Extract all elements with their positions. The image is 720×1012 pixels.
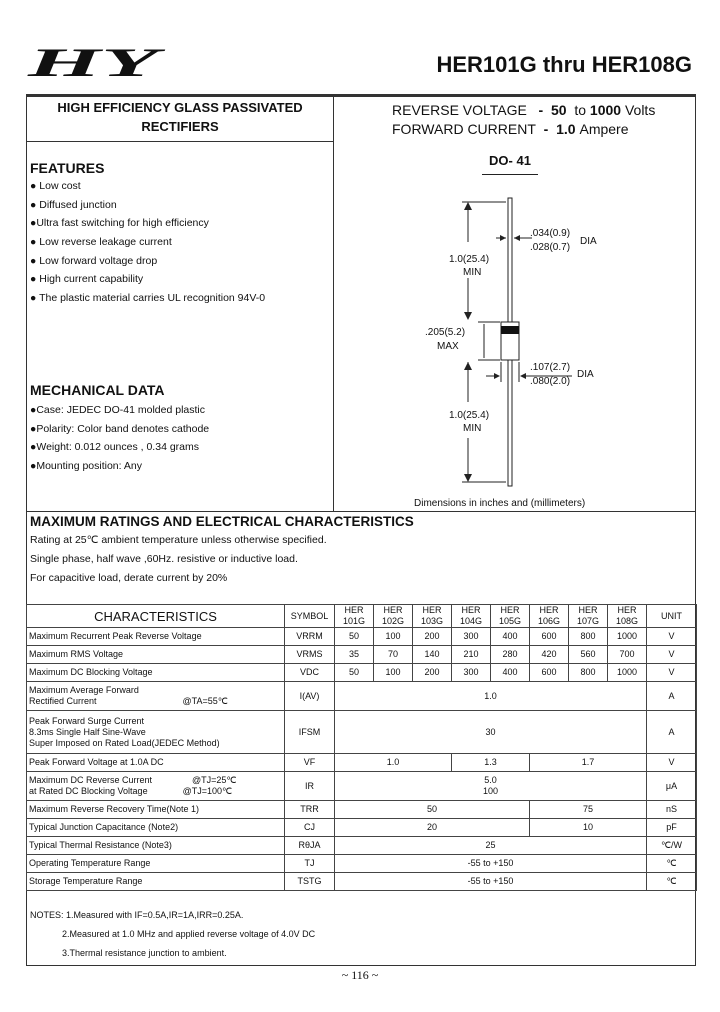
body-dia-max: .107(2.7) xyxy=(530,362,571,373)
note-2: 2.Measured at 1.0 MHz and applied reverse voltage of 4.0V DC xyxy=(62,929,316,939)
dimensions-caption: Dimensions in inches and (millimeters) xyxy=(414,498,586,509)
feature-item: ● High current capability xyxy=(30,273,144,286)
body-length-max: MAX xyxy=(437,341,459,352)
forward-current-summary: FORWARD CURRENT - 1.0 Ampere xyxy=(392,121,629,137)
feature-item: ● Diffused junction xyxy=(30,198,117,211)
table-row: Peak Forward Surge Current 8.3ms Single Half Sine-Wave Super Imposed on Rated Load(JEDEC Method) IFSM 30 A xyxy=(27,711,697,754)
note-3: 3.Thermal resistance junction to ambient. xyxy=(62,948,227,958)
header-part: HER 103G xyxy=(413,605,452,628)
table-row: Maximum DC Reverse Current @TJ=25℃ at Rated DC Blocking Voltage @TJ=100℃ IR 5.0 100 μA xyxy=(27,772,697,801)
part-title: HER101G thru HER108G xyxy=(436,52,692,77)
mechanical-item: ●Mounting position: Any xyxy=(30,460,142,473)
rating-condition: For capacitive load, derate current by 20% xyxy=(30,572,228,584)
ratings-title: MAXIMUM RATINGS AND ELECTRICAL CHARACTERISTICS xyxy=(30,514,414,529)
feature-item: ● Low cost xyxy=(30,180,81,192)
table-header-row xyxy=(27,605,697,628)
mechanical-list xyxy=(30,404,209,479)
mechanical-item: ●Polarity: Color band denotes cathode xyxy=(30,422,210,435)
feature-item: ● The plastic material carries UL recognition 94V-0 xyxy=(30,292,266,305)
logo-text: HY xyxy=(26,46,166,82)
feature-item: ●Ultra fast switching for high efficiency xyxy=(30,217,209,230)
header-part: HER 108G xyxy=(608,605,647,628)
arrow-down-icon xyxy=(464,312,472,320)
body-dia-label: DIA xyxy=(577,369,594,380)
package-name-underline xyxy=(482,174,538,175)
mechanical-title: MECHANICAL DATA xyxy=(30,382,165,398)
lead-dia-label: DIA xyxy=(580,236,597,247)
note-1: NOTES: 1.Measured with IF=0.5A,IR=1A,IRR=0.25A. xyxy=(30,910,244,920)
lead-length-bottom-min: MIN xyxy=(463,423,482,434)
rating-condition: Single phase, half wave ,60Hz. resistive or inductive load. xyxy=(30,553,298,565)
table-row: Typical Junction Capacitance (Note2) CJ 20 10 pF xyxy=(27,819,697,837)
table-row: Maximum DC Blocking Voltage VDC 50 100 200 300 400 600 800 1000 V xyxy=(27,664,697,682)
table-row: Maximum Recurrent Peak Reverse Voltage VRRM 50 100 200 300 400 600 800 1000 V xyxy=(27,628,697,646)
characteristics-table xyxy=(26,604,697,891)
reverse-voltage-summary: REVERSE VOLTAGE - 50 to 1000 Volts xyxy=(392,102,656,118)
top-lead xyxy=(508,198,512,322)
lead-length-bottom: 1.0(25.4) xyxy=(449,410,490,421)
table-row: Maximum RMS Voltage VRMS 35 70 140 210 280 420 560 700 V xyxy=(27,646,697,664)
company-logo xyxy=(26,46,166,82)
header-part: HER 102G xyxy=(374,605,413,628)
product-description xyxy=(30,98,330,136)
body-dia-min: .080(2.0) xyxy=(530,376,571,387)
mechanical-item: ●Case: JEDEC DO-41 molded plastic xyxy=(30,404,205,416)
header-characteristics: CHARACTERISTICS xyxy=(27,605,285,628)
bottom-lead xyxy=(508,360,512,486)
mechanical-item: ●Weight: 0.012 ounces , 0.34 grams xyxy=(30,441,199,454)
header-part: HER 104G xyxy=(452,605,491,628)
arrow-up-icon xyxy=(464,362,472,370)
lead-dia-max: .034(0.9) xyxy=(530,228,571,239)
lead-length-top-min: MIN xyxy=(463,267,482,278)
product-description-line2: RECTIFIERS xyxy=(141,119,219,134)
lead-dia-min: .028(0.7) xyxy=(530,242,571,253)
table-row: Peak Forward Voltage at 1.0A DC VF 1.0 1.3 1.7 V xyxy=(27,754,697,772)
header-part: HER 105G xyxy=(491,605,530,628)
ratings-summary xyxy=(392,101,655,139)
package-name: DO- 41 xyxy=(489,153,531,168)
table-row: Maximum Reverse Recovery Time(Note 1) TRR 50 75 nS xyxy=(27,801,697,819)
features-list xyxy=(30,180,265,311)
header-unit: UNIT xyxy=(647,605,697,628)
feature-item: ● Low reverse leakage current xyxy=(30,236,172,249)
product-description-line1: HIGH EFFICIENCY GLASS PASSIVATED xyxy=(57,100,303,115)
header-part: HER 107G xyxy=(569,605,608,628)
header-symbol: SYMBOL xyxy=(285,605,335,628)
table-row: Maximum Average Forward Rectified Current @TA=55℃ I(AV) 1.0 A xyxy=(27,682,697,711)
features-title: FEATURES xyxy=(30,160,105,176)
arrow-down-icon xyxy=(464,474,472,482)
page-number: ~ 116 ~ xyxy=(341,968,379,982)
table-row: Operating Temperature Range TJ -55 to +150 ℃ xyxy=(27,855,697,873)
lead-length-top: 1.0(25.4) xyxy=(449,254,490,265)
arrow-up-icon xyxy=(464,202,472,210)
body-length: .205(5.2) xyxy=(425,327,466,338)
header-part: HER 101G xyxy=(335,605,374,628)
rating-condition: Rating at 25℃ ambient temperature unless otherwise specified. xyxy=(30,534,327,546)
notes xyxy=(30,906,315,963)
header-part: HER 106G xyxy=(530,605,569,628)
table-row: Typical Thermal Resistance (Note3) RθJA 25 ℃/W xyxy=(27,837,697,855)
table-row: Storage Temperature Range TSTG -55 to +150 ℃ xyxy=(27,873,697,891)
feature-item: ● Low forward voltage drop xyxy=(30,254,158,267)
cathode-band xyxy=(501,326,519,334)
